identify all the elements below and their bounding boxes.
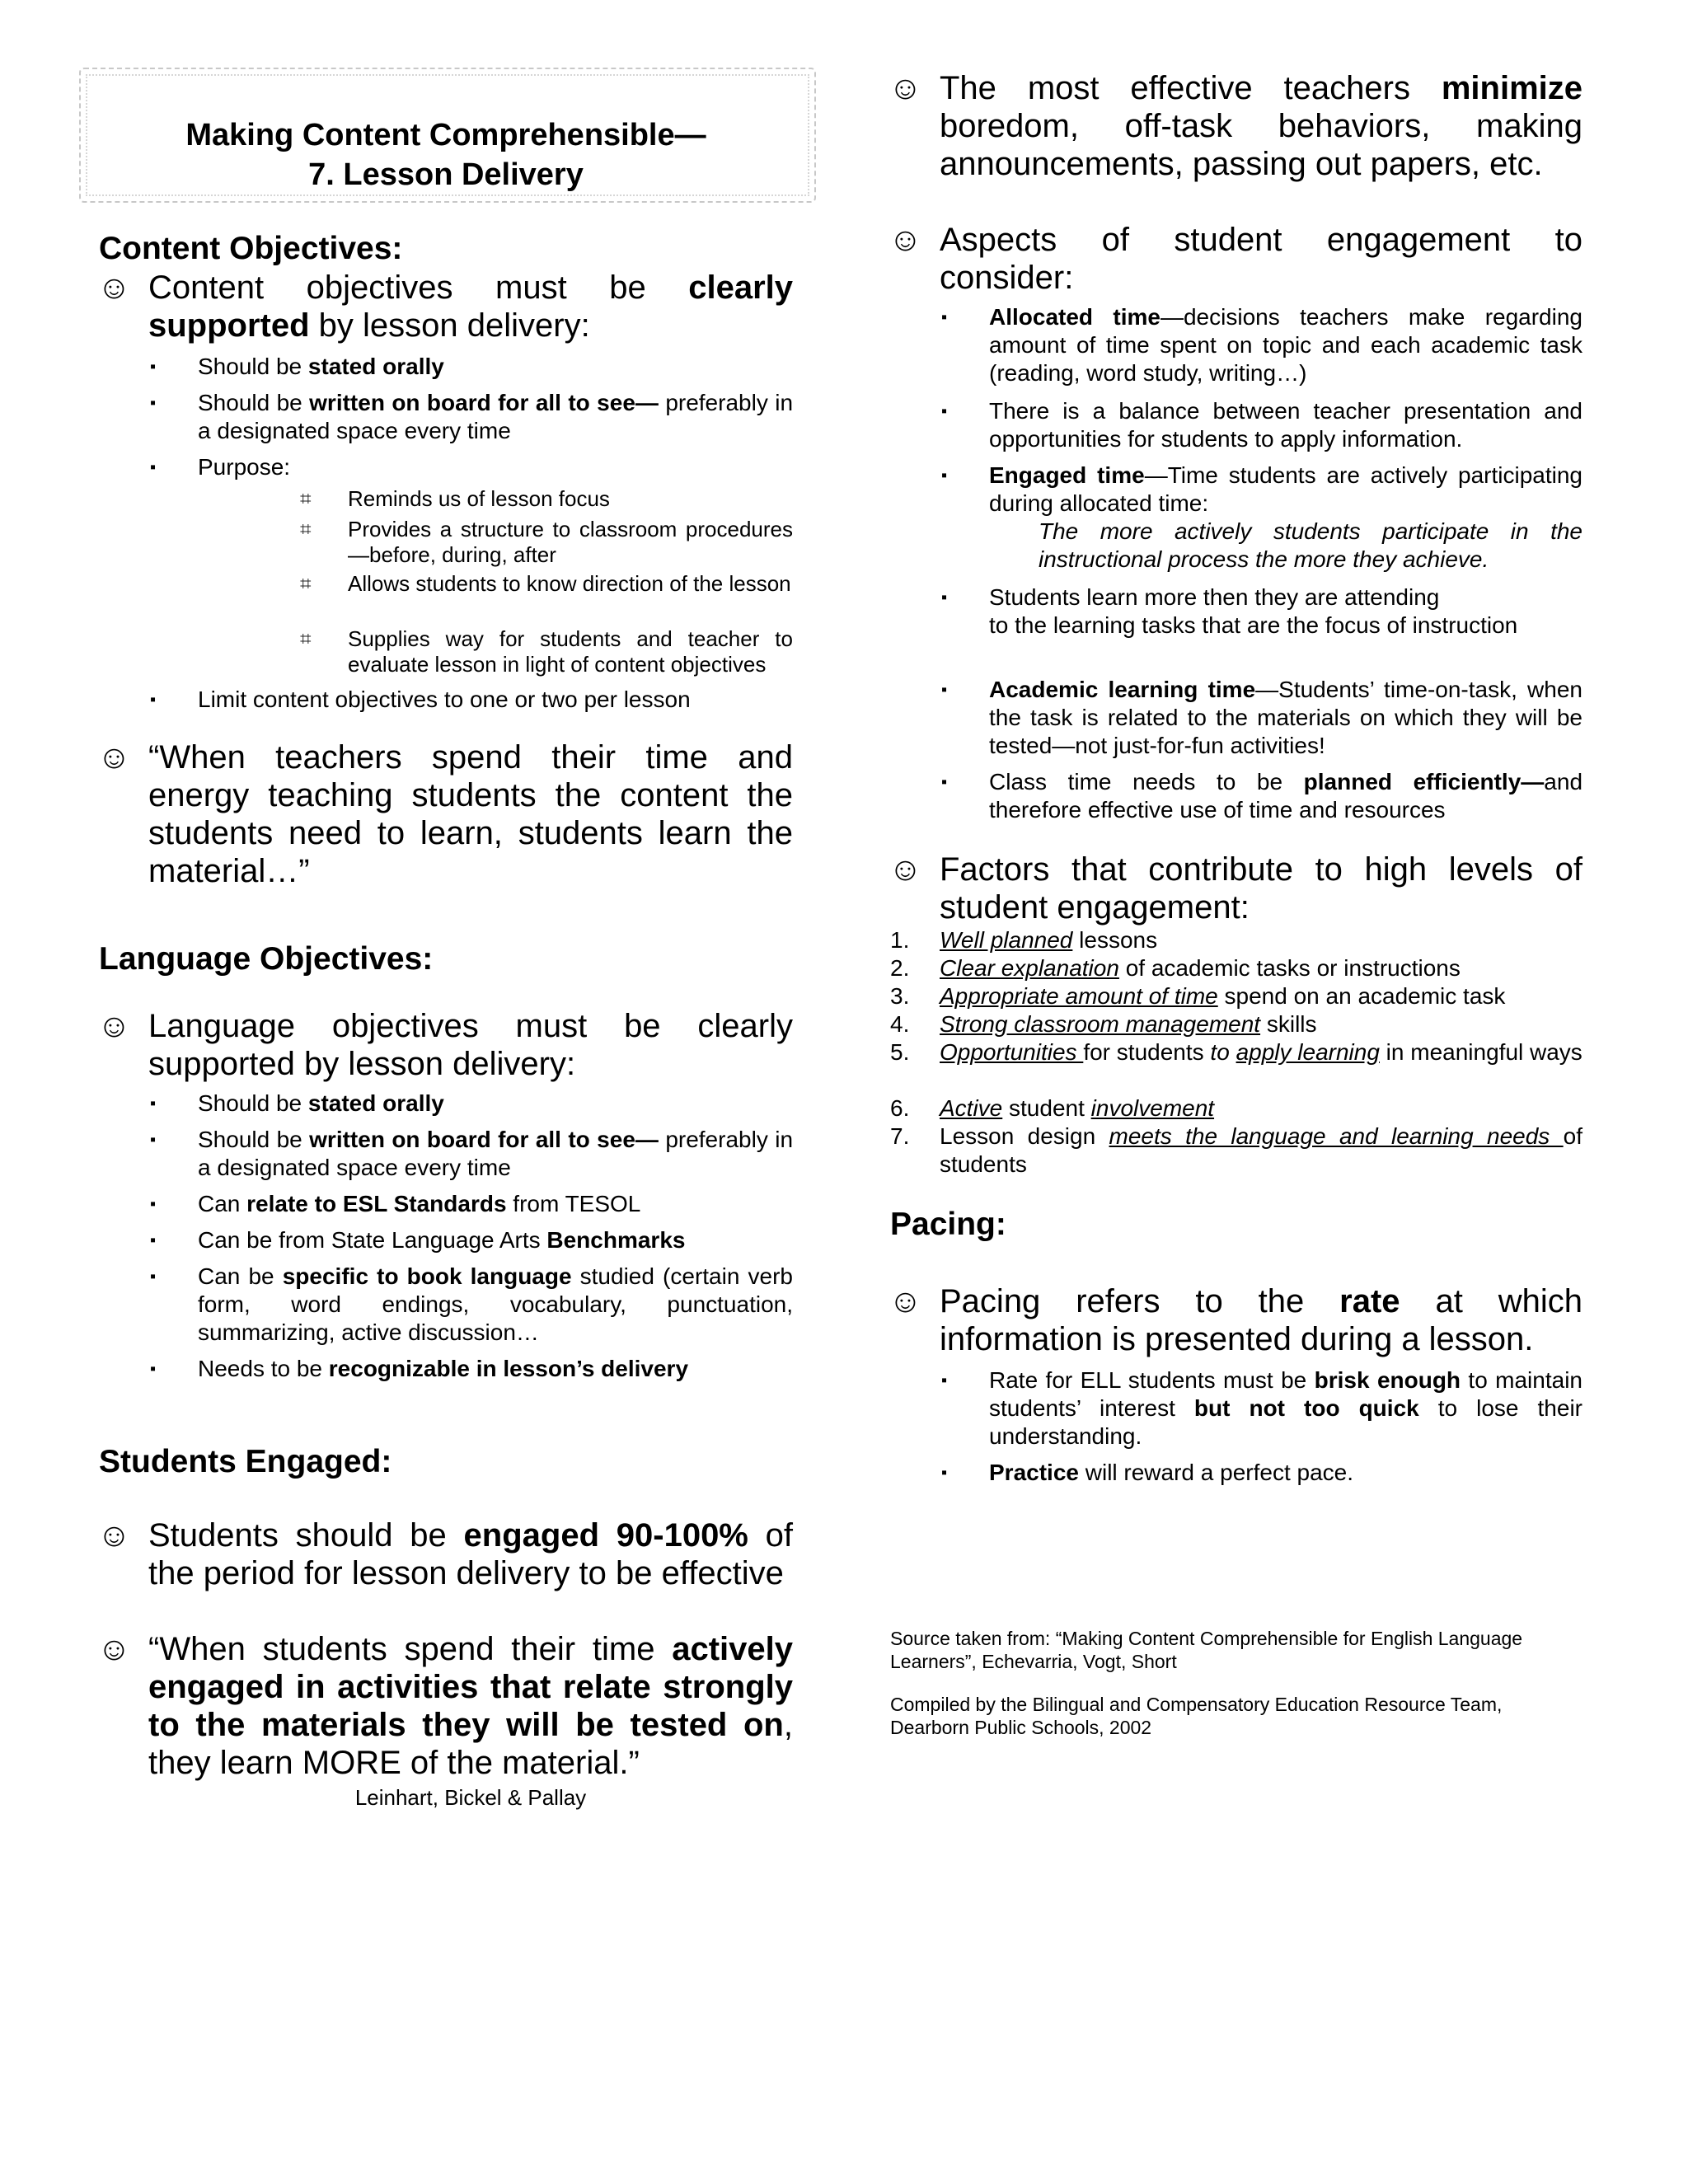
purpose-item: ⌗ Reminds us of lesson focus bbox=[300, 486, 610, 511]
factor-item: 4. Strong classroom management skills bbox=[890, 1011, 1317, 1037]
square-bullet-icon: ▪ bbox=[941, 681, 948, 699]
smiley-icon: ☺ bbox=[97, 269, 131, 306]
square-bullet-icon: ▪ bbox=[941, 588, 948, 607]
hash-bullet-icon: ⌗ bbox=[300, 573, 312, 595]
content-quote: ☺ “When teachers spend their time and energy teaching students the content the students need to learn, students learn the material…” bbox=[97, 739, 793, 889]
square-bullet-icon: ▪ bbox=[150, 1195, 157, 1213]
list-item: ▪ Allocated time—decisions teachers make regarding amount of time spent on topic and each academic task (reading, word study, writing…) bbox=[941, 304, 1582, 386]
language-objectives-point: ☺ Language objectives must be clearly supported by lesson delivery: bbox=[97, 1008, 793, 1082]
square-bullet-icon: ▪ bbox=[150, 358, 157, 376]
students-engaged-heading: Students Engaged: bbox=[99, 1444, 392, 1479]
list-item: ▪ Can relate to ESL Standards from TESOL bbox=[150, 1191, 641, 1216]
pacing-point: ☺ Pacing refers to the rate at which information is presented during a lesson. bbox=[889, 1283, 1582, 1357]
square-bullet-icon: ▪ bbox=[941, 1464, 948, 1482]
factor-item: 3. Appropriate amount of time spend on an academic task bbox=[890, 983, 1506, 1009]
list-item: ▪ Academic learning time—Students’ time-on-task, when the task is related to the materials on which they will be tested—not just-for-fun activities! bbox=[941, 677, 1582, 758]
list-item: ▪ Purpose: bbox=[150, 454, 291, 480]
smiley-icon: ☺ bbox=[97, 1517, 131, 1554]
square-bullet-icon: ▪ bbox=[150, 458, 157, 476]
quote-attribution: Leinhart, Bickel & Pallay bbox=[354, 1785, 587, 1810]
square-bullet-icon: ▪ bbox=[941, 773, 948, 791]
smiley-icon: ☺ bbox=[889, 222, 922, 258]
list-item: ▪ Should be written on board for all to see— preferably in a designated space every time bbox=[150, 390, 794, 443]
list-item: ▪ Needs to be recognizable in lesson’s delivery bbox=[150, 1356, 689, 1381]
list-item: ▪ Should be stated orally bbox=[150, 1090, 444, 1116]
factors-point: ☺ Factors that contribute to high levels of student engagement: bbox=[889, 851, 1582, 926]
page-title: Making Content Comprehensible— 7. Lesson Delivery bbox=[185, 118, 706, 192]
language-objectives-heading: Language Objectives: bbox=[99, 941, 434, 977]
factor-item: 7. Lesson design meets the language and learning needs of students bbox=[890, 1123, 1582, 1177]
smiley-icon: ☺ bbox=[97, 739, 131, 776]
list-item: ▪ Should be written on board for all to see— preferably in a designated space every time bbox=[150, 1127, 794, 1180]
square-bullet-icon: ▪ bbox=[941, 1371, 948, 1390]
list-item: ▪ Students learn more then they are attending to the learning tasks that are the focus of instruction bbox=[941, 584, 1518, 638]
list-item: ▪ Can be from State Language Arts Benchmarks bbox=[150, 1227, 686, 1253]
source-note: Source taken from: “Making Content Comprehensible for English Language Learners”, Echevarria, Vogt, Short bbox=[890, 1628, 1523, 1672]
hash-bullet-icon: ⌗ bbox=[300, 518, 312, 541]
list-item: ▪ Should be stated orally bbox=[150, 354, 444, 379]
square-bullet-icon: ▪ bbox=[941, 308, 948, 326]
factor-item: 5. Opportunities for students to apply learning in meaningful ways bbox=[890, 1039, 1582, 1065]
smiley-icon: ☺ bbox=[889, 70, 922, 106]
aspects-point: ☺ Aspects of student engagement to consider: bbox=[889, 222, 1582, 296]
square-bullet-icon: ▪ bbox=[150, 1231, 157, 1249]
smiley-icon: ☺ bbox=[889, 1283, 922, 1319]
square-bullet-icon: ▪ bbox=[150, 1094, 157, 1113]
square-bullet-icon: ▪ bbox=[150, 1131, 157, 1149]
hash-bullet-icon: ⌗ bbox=[300, 628, 312, 650]
list-item: ▪ Engaged time—Time students are actively participating during allocated time: bbox=[941, 462, 1582, 516]
purpose-item: ⌗ Supplies way for students and teacher to evaluate lesson in light of content objectives bbox=[300, 626, 793, 677]
content-objectives-point: ☺ Content objectives must be clearly supported by lesson delivery: bbox=[97, 269, 793, 344]
engaged-time-quote: The more actively students participate in the instructional process the more they achieve. bbox=[1039, 518, 1582, 572]
square-bullet-icon: ▪ bbox=[150, 394, 157, 412]
factor-item: 1. Well planned lessons bbox=[890, 927, 1158, 953]
smiley-icon: ☺ bbox=[889, 851, 922, 888]
list-item: ▪ Limit content objectives to one or two per lesson bbox=[150, 687, 691, 712]
list-item: ▪ Rate for ELL students must be brisk enough to maintain students’ interest but not too quick to lose their understanding. bbox=[941, 1367, 1582, 1449]
factor-item: 6. Active student involvement bbox=[890, 1095, 1215, 1121]
square-bullet-icon: ▪ bbox=[941, 402, 948, 420]
engaged-point: ☺ Students should be engaged 90-100% of the period for lesson delivery to be effective bbox=[97, 1517, 794, 1591]
content-objectives-heading: Content Objectives: bbox=[99, 231, 403, 266]
square-bullet-icon: ▪ bbox=[941, 466, 948, 485]
purpose-item: ⌗ Allows students to know direction of the lesson bbox=[300, 571, 791, 596]
list-item: ▪ Practice will reward a perfect pace. bbox=[941, 1460, 1354, 1485]
compiled-note: Compiled by the Bilingual and Compensatory Education Resource Team, Dearborn Public Schools, 2002 bbox=[890, 1694, 1503, 1738]
engaged-quote: ☺ “When students spend their time actively engaged in activities that relate strongly to the materials they will be tested on, they learn MORE of the material.” bbox=[97, 1631, 793, 1781]
list-item: ▪ Can be specific to book language studied (certain verb form, word endings, vocabulary, punctuation, summarizing, active discussion… bbox=[150, 1263, 793, 1345]
square-bullet-icon: ▪ bbox=[150, 1360, 157, 1378]
list-item: ▪ There is a balance between teacher presentation and opportunities for students to apply information. bbox=[941, 398, 1582, 452]
smiley-icon: ☺ bbox=[97, 1631, 131, 1667]
square-bullet-icon: ▪ bbox=[150, 1268, 157, 1286]
square-bullet-icon: ▪ bbox=[150, 691, 157, 709]
hash-bullet-icon: ⌗ bbox=[300, 488, 312, 510]
minimize-point: ☺ The most effective teachers minimize boredom, off-task behaviors, making announcements, passing out papers, etc. bbox=[889, 70, 1582, 182]
list-item: ▪ Class time needs to be planned efficiently—and therefore effective use of time and resources bbox=[941, 769, 1583, 823]
factor-item: 2. Clear explanation of academic tasks or instructions bbox=[890, 955, 1461, 981]
smiley-icon: ☺ bbox=[97, 1008, 131, 1044]
purpose-item: ⌗ Provides a structure to classroom procedures—before, during, after bbox=[300, 517, 793, 567]
pacing-heading: Pacing: bbox=[890, 1207, 1006, 1242]
